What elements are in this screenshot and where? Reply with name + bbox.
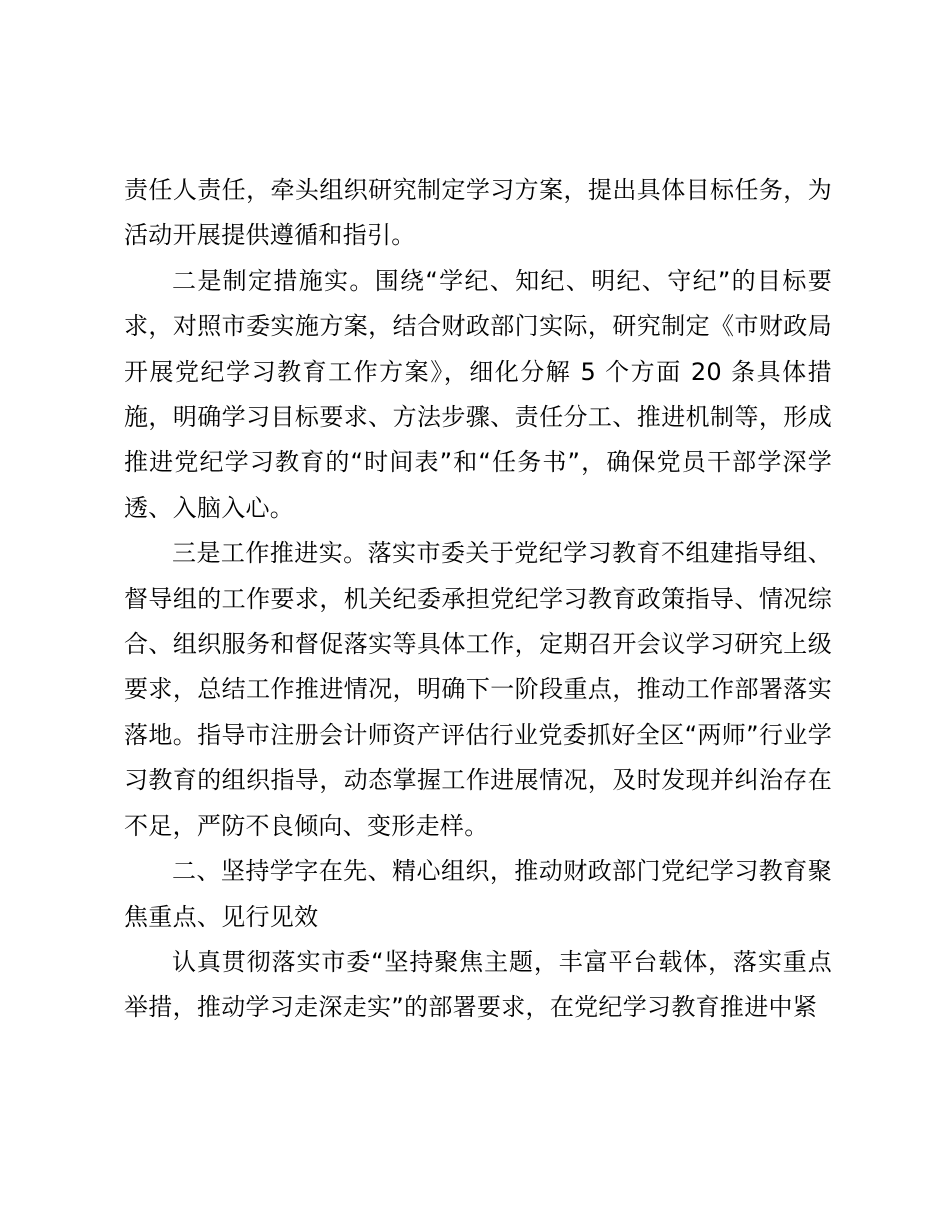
paragraph-measures: 二是制定措施实。围绕“学纪、知纪、明纪、守纪”的目标要求，对照市委实施方案，结合财政部门实际，研究制定《市财政局开展党纪学习教育工作方案》，细化分解 5 个方面 20 条具体措施，明确学习目标要求、方法步骤、责任分工、推进机制等，形成推进党纪学习教育的“时间表”和“任务书”，确保党员干部学深学透、入脑入心。 bbox=[124, 266, 832, 522]
paragraph-work-progress: 三是工作推进实。落实市委关于党纪学习教育不组建指导组、督导组的工作要求，机关纪委承担党纪学习教育政策指导、情况综合、组织服务和督促落实等具体工作，定期召开会议学习研究上级要求，总结工作推进情况，明确下一阶段重点，推动工作部署落实落地。指导市注册会计师资产评估行业党委抓好全区“两师”行业学习教育的组织指导，动态掌握工作进展情况，及时发现并纠治存在不足，严防不良倾向、变形走样。 bbox=[124, 539, 832, 840]
document-body bbox=[124, 168, 832, 1031]
section-heading: 二、坚持学字在先、精心组织，推动财政部门党纪学习教育聚焦重点、见行见效 bbox=[124, 857, 832, 931]
paragraph-responsibility: 责任人责任，牵头组织研究制定学习方案，提出具体目标任务，为活动开展提供遵循和指引。 bbox=[124, 176, 832, 250]
paragraph-implementation: 认真贯彻落实市委“坚持聚焦主题，丰富平台载体，落实重点举措，推动学习走深走实”的部署要求，在党纪学习教育推进中紧 bbox=[124, 947, 832, 1022]
